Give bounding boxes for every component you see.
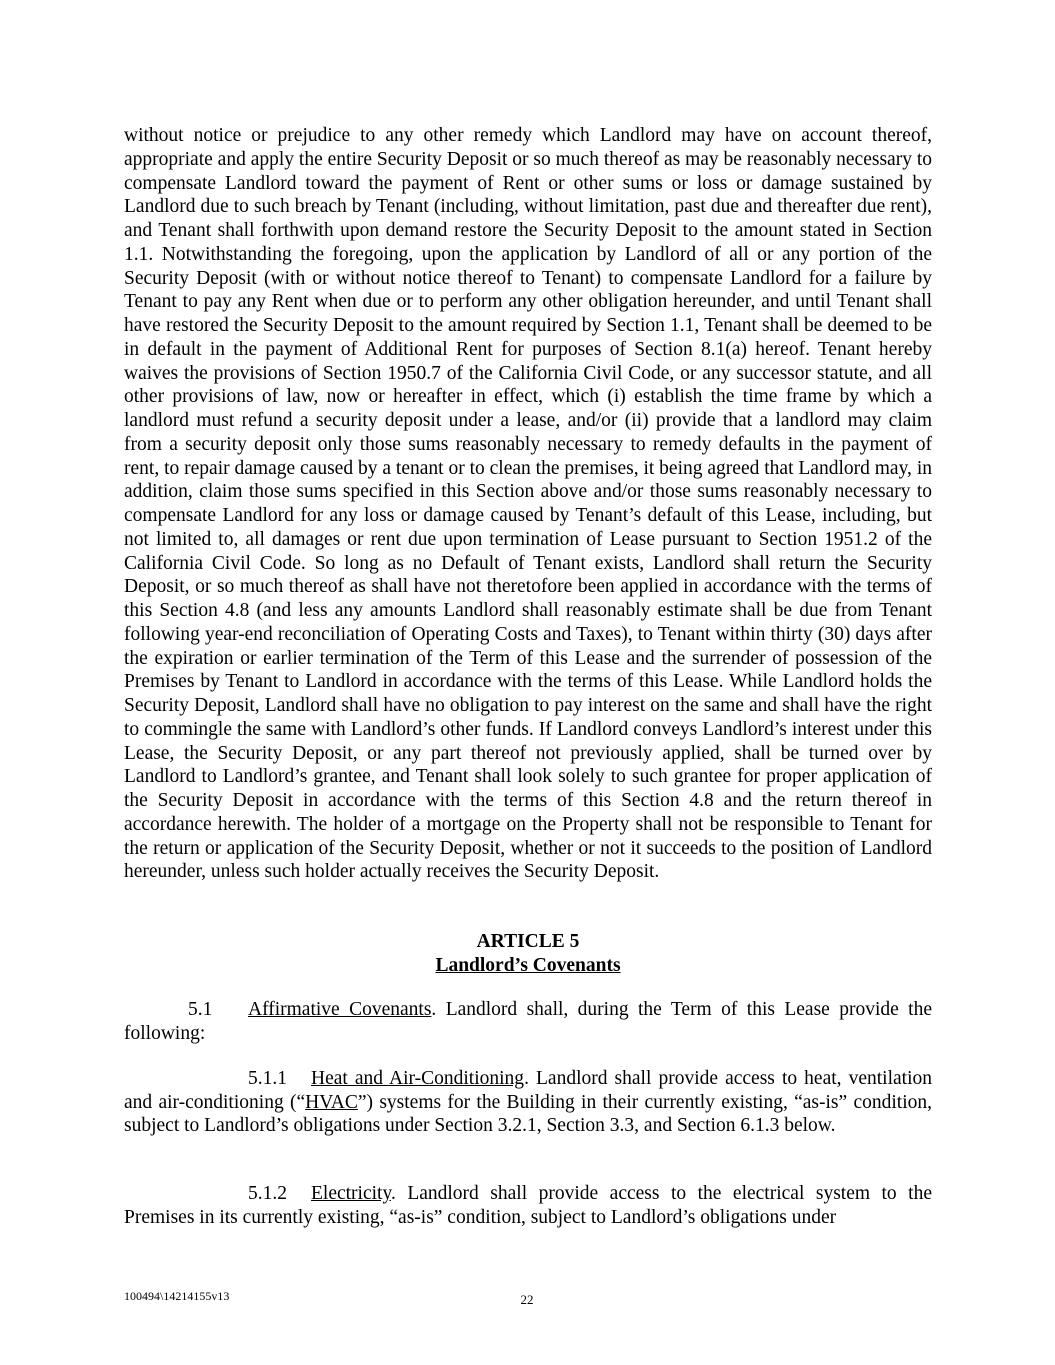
section-number: 5.1.2 [248,1183,287,1204]
section-number: 5.1 [188,999,213,1020]
section-5-1-1 [124,1067,932,1138]
section-text: . Landlord shall, during the Term of this Lease provide the following: [124,999,933,1044]
footer-document-id: 100494\14214155v13 [124,1289,230,1303]
article-number: ARTICLE 5 [476,931,580,952]
footer-page-number: 22 [520,1292,534,1307]
section-text: . Landlord shall provide access to heat, ventilation and air-conditioning (“ [124,1068,933,1113]
section-number: 5.1.1 [248,1068,287,1089]
article-title: Landlord’s Covenants [435,955,621,976]
section-text-continued: ”) systems for the Building in their currently existing, “as-is” condition, subject to Landlord’s obligations under Section 3.2.1, Section 3.3, and Section 6.1.3 below. [124,1091,932,1136]
article-title-line [124,954,932,978]
section-5-1 [124,998,932,1045]
section-heading: Electricity [311,1183,391,1204]
defined-term: HVAC [305,1091,358,1113]
section-heading: Affirmative Covenants [248,999,432,1020]
security-deposit-paragraph: without notice or prejudice to any other remedy which Landlord may have on account thereof, appropriate and apply the entire Security Deposit or so much thereof as may be reasonably necessary to compensate Landlord toward the payment of Rent or other sums or loss or damage sustained by Landlord due to such breach by Tenant (including, without limitation, past due and thereafter due rent), and Tenant shall forthwith upon demand restore the Security Deposit to the amount stated in Section 1.1. Notwithstanding the foregoing, upon the application by Landlord of all or any portion of the Security Deposit (with or without notice thereof to Tenant) to compensate Landlord for a failure by Tenant to pay any Rent when due or to perform any other obligation hereunder, and until Tenant shall have restored the Security Deposit to the amount required by Section 1.1, Tenant shall be deemed to be in default in the payment of Additional Rent for purposes of Section 8.1(a) hereof. Tenant hereby waives the provisions of Section 1950.7 of the California Civil Code, or any successor statute, and all other provisions of law, now or hereafter in effect, which (i) establish the time frame by which a landlord must refund a security deposit under a lease, and/or (ii) provide that a landlord may claim from a security deposit only those sums reasonably necessary to remedy defaults in the payment of rent, to repair damage caused by a tenant or to clean the premises, it being agreed that Landlord may, in addition, claim those sums specified in this Section above and/or those sums reasonably necessary to compensate Landlord for any loss or damage caused by Tenant’s default of this Lease, including, but not limited to, all damages or rent due upon termination of Lease pursuant to Section 1951.2 of the California Civil Code. So long as no Default of Tenant exists, Landlord shall return the Security Deposit, or so much thereof as shall have not theretofore been applied in accordance with the terms of this Section 4.8 (and less any amounts Landlord shall reasonably estimate shall be due from Tenant following year-end reconciliation of Operating Costs and Taxes), to Tenant within thirty (30) days after the expiration or earlier termination of the Term of this Lease and the surrender of possession of the Premises by Tenant to Landlord in accordance with the terms of this Lease. While Landlord holds the Security Deposit, Landlord shall have no obligation to pay interest on the same and shall have the right to commingle the same with Landlord’s other funds. If Landlord conveys Landlord’s interest under this Lease, the Security Deposit, or any part thereof not previously applied, shall be turned over by Landlord to Landlord’s grantee, and Tenant shall look solely to such grantee for proper application of the Security Deposit in accordance with the terms of this Section 4.8 and the return thereof in accordance herewith. The holder of a mortgage on the Property shall not be responsible to Tenant for the return or application of the Security Deposit, whether or not it succeeds to the position of Landlord hereunder, unless such holder actually receives the Security Deposit. [124,125,932,883]
section-5-1-2 [124,1182,932,1229]
section-text: . Landlord shall provide access to the electrical system to the Premises in its currently existing, “as-is” condition, subject to Landlord’s obligations under [124,1183,932,1228]
section-heading: Heat and Air-Conditioning [311,1068,525,1089]
